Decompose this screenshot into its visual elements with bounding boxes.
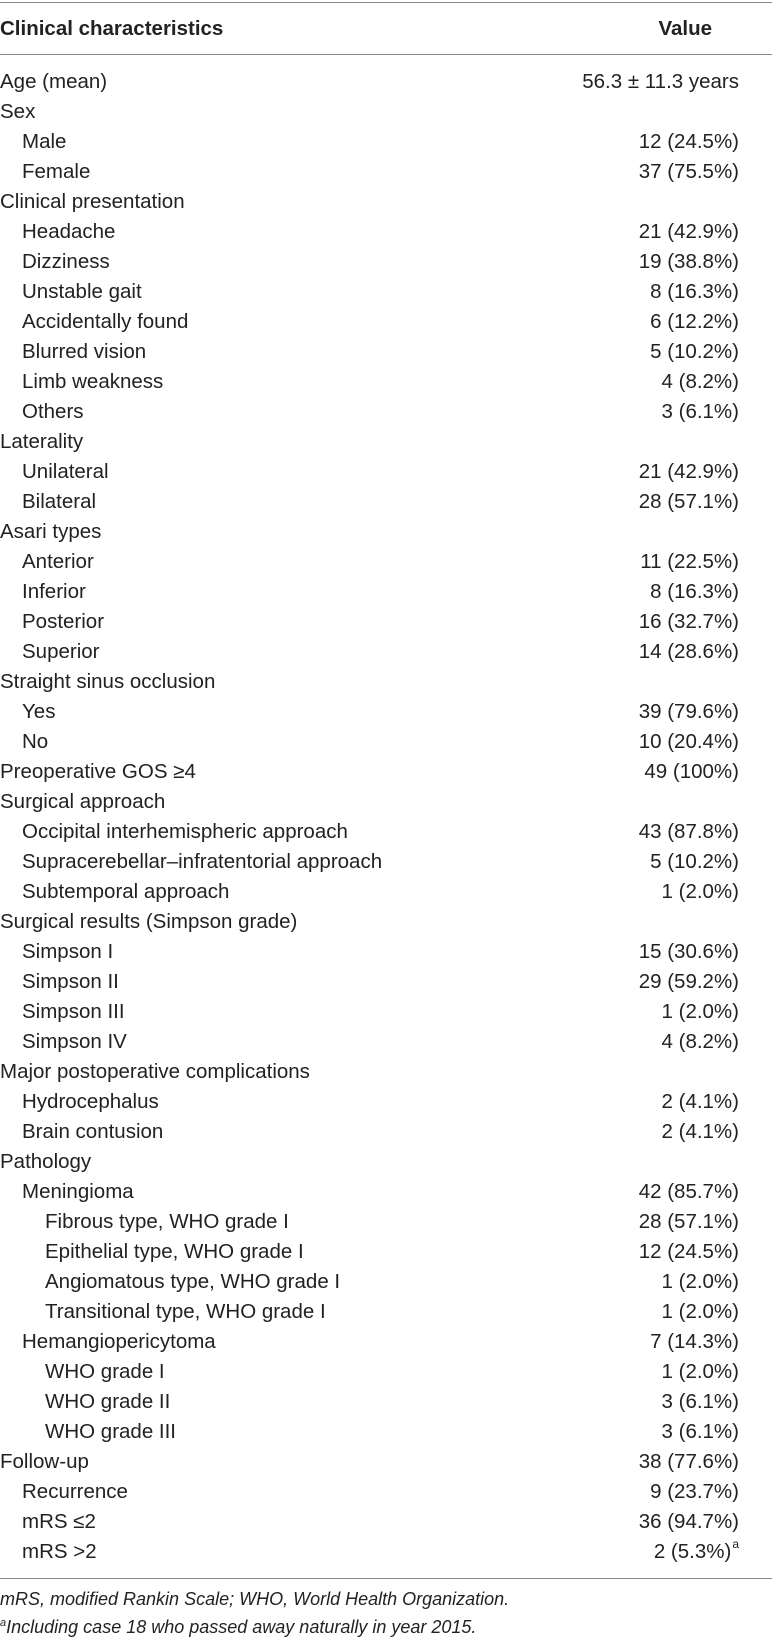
row-value-text: 28 (57.1%) <box>638 490 739 513</box>
row-value-text: 2 (4.1%) <box>661 1120 739 1143</box>
header-rule <box>0 54 772 55</box>
table-row <box>0 607 772 637</box>
row-value-text: 7 (14.3%) <box>650 1330 739 1353</box>
row-value <box>650 847 739 877</box>
row-value-text: 43 (87.8%) <box>638 820 739 843</box>
table-row <box>0 847 772 877</box>
table-row <box>0 727 772 757</box>
table-row <box>0 187 772 217</box>
row-value <box>650 1327 739 1357</box>
row-value <box>650 1477 739 1507</box>
row-value <box>650 307 739 337</box>
row-label: Follow-up <box>0 1450 89 1473</box>
row-value-text: 6 (12.2%) <box>650 310 739 333</box>
row-label: Inferior <box>22 580 86 603</box>
row-value <box>639 1237 739 1267</box>
row-label: Clinical presentation <box>0 190 185 213</box>
row-value-text: 21 (42.9%) <box>638 460 739 483</box>
row-label: Angiomatous type, WHO grade I <box>45 1270 341 1293</box>
row-label: Accidentally found <box>22 310 189 333</box>
table-row <box>0 307 772 337</box>
table-top-rule <box>0 2 772 3</box>
table-row <box>0 1327 772 1357</box>
row-value <box>662 397 739 427</box>
row-value-text: 49 (100%) <box>644 760 739 783</box>
table-row <box>0 1117 772 1147</box>
row-value <box>639 247 739 277</box>
row-label: Headache <box>22 220 116 243</box>
table-row <box>0 1177 772 1207</box>
row-value-text: 56.3 ± 11.3 years <box>582 70 739 93</box>
row-label: Simpson II <box>22 970 119 993</box>
table-row <box>0 217 772 247</box>
row-value <box>662 997 739 1027</box>
row-value-text: 9 (23.7%) <box>650 1480 739 1503</box>
row-value-text: 38 (77.6%) <box>638 1450 739 1473</box>
row-value-text: 12 (24.5%) <box>638 1240 739 1263</box>
row-value-text: 19 (38.8%) <box>638 250 739 273</box>
row-value-text: 39 (79.6%) <box>638 700 739 723</box>
row-label: Hemangiopericytoma <box>22 1330 216 1353</box>
row-label: Major postoperative complications <box>0 1060 310 1083</box>
row-value-text: 15 (30.6%) <box>638 940 739 963</box>
row-label: No <box>22 730 49 753</box>
row-label: Occipital interhemispheric approach <box>22 820 348 843</box>
table-row <box>0 247 772 277</box>
row-value-text: 42 (85.7%) <box>638 1180 739 1203</box>
row-label: Anterior <box>22 550 94 573</box>
table-row <box>0 1057 772 1087</box>
table-row <box>0 667 772 697</box>
row-value <box>639 817 739 847</box>
row-label: Simpson III <box>22 1000 125 1023</box>
row-label: Female <box>22 160 91 183</box>
table-row <box>0 1507 772 1537</box>
row-label: Simpson IV <box>22 1030 127 1053</box>
row-value-text: 1 (2.0%) <box>661 880 739 903</box>
row-label: WHO grade III <box>45 1420 177 1443</box>
row-value <box>662 1027 739 1057</box>
column-header-value: Value <box>658 17 712 40</box>
row-value <box>662 1117 739 1147</box>
row-label: mRS >2 <box>22 1540 97 1563</box>
row-value-text: 1 (2.0%) <box>661 1360 739 1383</box>
row-value <box>654 1537 739 1567</box>
row-value <box>639 1207 739 1237</box>
table-row <box>0 277 772 307</box>
row-value-text: 3 (6.1%) <box>661 1420 739 1443</box>
row-value-text: 5 (10.2%) <box>650 850 739 873</box>
table-row <box>0 1447 772 1477</box>
table-row <box>0 457 772 487</box>
row-label: Epithelial type, WHO grade I <box>45 1240 304 1263</box>
table-row <box>0 637 772 667</box>
footnote-abbreviations: mRS, modified Rankin Scale; WHO, World Health Organization. <box>0 1589 510 1609</box>
row-label: Fibrous type, WHO grade I <box>45 1210 289 1233</box>
table-row <box>0 1027 772 1057</box>
table-row <box>0 757 772 787</box>
row-value-text: 1 (2.0%) <box>661 1300 739 1323</box>
table-row <box>0 1237 772 1267</box>
table-row <box>0 427 772 457</box>
row-value-text: 29 (59.2%) <box>638 970 739 993</box>
row-value <box>639 937 739 967</box>
row-label: Male <box>22 130 67 153</box>
row-label: Sex <box>0 100 36 123</box>
table-row <box>0 937 772 967</box>
table-row <box>0 67 772 97</box>
row-value <box>662 1297 739 1327</box>
footnote-text: Including case 18 who passed away naturally in year 2015. <box>6 1617 477 1637</box>
row-value <box>639 637 739 667</box>
row-label: WHO grade II <box>45 1390 171 1413</box>
table-body <box>0 67 772 1567</box>
row-value <box>639 967 739 997</box>
row-value <box>639 727 739 757</box>
column-header-characteristics: Clinical characteristics <box>0 17 224 40</box>
table-row <box>0 1267 772 1297</box>
row-label: Supracerebellar–infratentorial approach <box>22 850 383 873</box>
row-label: Bilateral <box>22 490 97 513</box>
row-value <box>662 1417 739 1447</box>
row-value <box>639 217 739 247</box>
row-value <box>644 757 739 787</box>
row-value <box>639 697 739 727</box>
table-bottom-rule <box>0 1578 772 1579</box>
row-value <box>662 1357 739 1387</box>
row-value-text: 12 (24.5%) <box>638 130 739 153</box>
table-row <box>0 1537 772 1567</box>
row-label: Unilateral <box>22 460 109 483</box>
row-value <box>662 367 739 397</box>
row-label: Surgical approach <box>0 790 166 813</box>
row-value <box>639 1177 739 1207</box>
row-value <box>639 487 739 517</box>
row-label: Pathology <box>0 1150 92 1173</box>
row-label: Superior <box>22 640 100 663</box>
row-value-text: 1 (2.0%) <box>661 1270 739 1293</box>
row-value-text: 2 (5.3%) <box>653 1540 732 1563</box>
row-value-text: 4 (8.2%) <box>661 370 739 393</box>
row-value-text: 14 (28.6%) <box>638 640 739 663</box>
row-value <box>662 1387 739 1417</box>
table-row <box>0 1147 772 1177</box>
row-label: Blurred vision <box>22 340 147 363</box>
table-row <box>0 1477 772 1507</box>
row-value <box>639 457 739 487</box>
row-value-text: 3 (6.1%) <box>661 400 739 423</box>
row-value-text: 5 (10.2%) <box>650 340 739 363</box>
row-label: Straight sinus occlusion <box>0 670 216 693</box>
row-label: Limb weakness <box>22 370 164 393</box>
table-row <box>0 817 772 847</box>
row-value <box>662 1267 739 1297</box>
row-value <box>639 1507 739 1537</box>
row-value-text: 3 (6.1%) <box>661 1390 739 1413</box>
footnote-marker: a <box>0 1617 7 1629</box>
row-label: Preoperative GOS ≥4 <box>0 760 196 783</box>
table-row <box>0 907 772 937</box>
row-value <box>639 157 739 187</box>
table-row <box>0 787 772 817</box>
row-value-text: 10 (20.4%) <box>638 730 739 753</box>
table-row <box>0 367 772 397</box>
row-value-text: 4 (8.2%) <box>661 1030 739 1053</box>
row-label: Asari types <box>0 520 102 543</box>
row-value <box>640 547 739 577</box>
row-label: Yes <box>22 700 56 723</box>
footnote-a <box>0 1615 476 1639</box>
row-value-text: 28 (57.1%) <box>638 1210 739 1233</box>
row-value-text: 36 (94.7%) <box>638 1510 739 1533</box>
row-label: Posterior <box>22 610 105 633</box>
table-row <box>0 517 772 547</box>
table-row <box>0 1087 772 1117</box>
row-label: Dizziness <box>22 250 110 273</box>
row-value-text: 21 (42.9%) <box>638 220 739 243</box>
table-row <box>0 97 772 127</box>
row-label: Subtemporal approach <box>22 880 230 903</box>
table-row <box>0 397 772 427</box>
row-value-text: 16 (32.7%) <box>638 610 739 633</box>
row-label: Surgical results (Simpson grade) <box>0 910 298 933</box>
row-label: Laterality <box>0 430 84 453</box>
row-value-text: 2 (4.1%) <box>661 1090 739 1113</box>
row-value <box>639 1447 739 1477</box>
row-value <box>639 607 739 637</box>
row-value-text: 1 (2.0%) <box>661 1000 739 1023</box>
table-row <box>0 1207 772 1237</box>
table-row <box>0 577 772 607</box>
row-label: Meningioma <box>22 1180 134 1203</box>
row-label: Hydrocephalus <box>22 1090 159 1113</box>
table-row <box>0 967 772 997</box>
table-row <box>0 1417 772 1447</box>
table-row <box>0 547 772 577</box>
table-row <box>0 697 772 727</box>
row-value <box>662 1087 739 1117</box>
row-label: Others <box>22 400 84 423</box>
table-row <box>0 487 772 517</box>
table-row <box>0 997 772 1027</box>
row-value <box>582 67 739 97</box>
row-label: Brain contusion <box>22 1120 164 1143</box>
row-label: Transitional type, WHO grade I <box>45 1300 326 1323</box>
row-value-text: 37 (75.5%) <box>638 160 739 183</box>
footnote-marker: a <box>732 1537 739 1552</box>
table-row <box>0 877 772 907</box>
row-label: Simpson I <box>22 940 114 963</box>
row-value <box>639 127 739 157</box>
row-value <box>650 277 739 307</box>
row-value <box>662 877 739 907</box>
table-row <box>0 127 772 157</box>
table-row <box>0 337 772 367</box>
row-value-text: 8 (16.3%) <box>650 280 739 303</box>
row-label: Age (mean) <box>0 70 108 93</box>
row-value <box>650 337 739 367</box>
row-label: mRS ≤2 <box>22 1510 96 1533</box>
row-value-text: 11 (22.5%) <box>640 550 739 573</box>
row-label: WHO grade I <box>45 1360 165 1383</box>
row-label: Unstable gait <box>22 280 142 303</box>
table-row <box>0 157 772 187</box>
table-row <box>0 1357 772 1387</box>
row-value-text: 8 (16.3%) <box>650 580 739 603</box>
table-row <box>0 1297 772 1327</box>
row-value <box>650 577 739 607</box>
row-label: Recurrence <box>22 1480 128 1503</box>
table-row <box>0 1387 772 1417</box>
